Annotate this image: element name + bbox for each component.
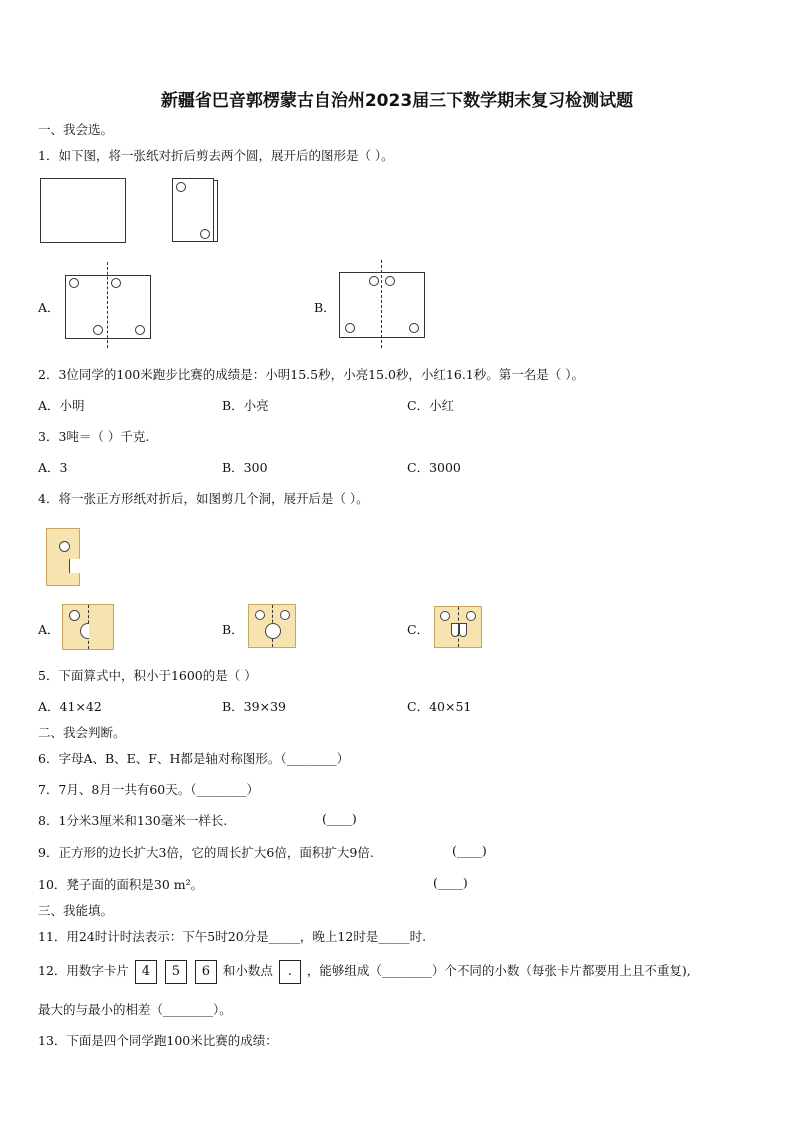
q4-option-a-label: A． xyxy=(38,622,60,637)
question-8: 8．1分米3厘米和130毫米一样长. xyxy=(38,813,228,828)
q12-suffix: ，能够组成（________）个不同的小数（每张卡片都要用上且不重复), xyxy=(306,963,691,978)
question-2: 2．3位同学的100米跑步比赛的成绩是：小明15.5秒，小亮15.0秒，小红16.1秒。第一名是（ ）。 xyxy=(38,367,584,382)
question-12 xyxy=(38,958,691,984)
q4-option-c-figure[interactable] xyxy=(434,606,482,648)
question-9: 9．正方形的边长扩大3倍，它的周长扩大6倍，面积扩大9倍. xyxy=(38,845,374,860)
question-7: 7．7月、8月一共有60天。（________） xyxy=(38,782,260,797)
q2-option-c[interactable]: C．小红 xyxy=(407,398,455,413)
q5-option-b[interactable]: B．39×39 xyxy=(222,699,286,714)
section-heading-3: 三、我能填。 xyxy=(38,903,114,918)
q3-option-a[interactable]: A．3 xyxy=(38,460,68,475)
q8-answer-blank[interactable]: (____) xyxy=(322,811,357,826)
question-4: 4．将一张正方形纸对折后，如图剪几个洞，展开后是（ ）。 xyxy=(38,491,369,506)
decimal-point-card: . xyxy=(279,960,301,984)
question-5: 5．下面算式中，积小于1600的是（ ） xyxy=(38,668,257,683)
question-3: 3．3吨＝（ ）千克. xyxy=(38,429,150,444)
q4-option-b-figure[interactable] xyxy=(248,604,296,648)
question-10: 10．凳子面的面积是30 m²。 xyxy=(38,877,204,892)
q2-option-a[interactable]: A．小明 xyxy=(38,398,85,413)
question-6: 6．字母A、B、E、F、H都是轴对称图形。（________） xyxy=(38,751,350,766)
q1-option-b-figure[interactable] xyxy=(338,260,428,348)
number-card-6: 6 xyxy=(195,960,217,984)
section-heading-2: 二、我会判断。 xyxy=(38,725,126,740)
folded-square-paper-figure xyxy=(46,528,80,586)
question-13: 13．下面是四个同学跑100米比赛的成绩： xyxy=(38,1033,278,1048)
question-1: 1．如下图，将一张纸对折后剪去两个圆，展开后的图形是（ ）。 xyxy=(38,148,394,163)
q4-option-c-label: C． xyxy=(407,622,430,637)
number-card-5: 5 xyxy=(165,960,187,984)
paper-unfolded-figure xyxy=(40,178,126,243)
q1-option-b-label: B． xyxy=(314,300,336,315)
q1-option-a-figure[interactable] xyxy=(64,262,152,348)
q12-mid: 和小数点 xyxy=(222,963,273,978)
q5-option-c[interactable]: C．40×51 xyxy=(407,699,472,714)
q9-answer-blank[interactable]: (____) xyxy=(452,843,487,858)
q2-option-b[interactable]: B．小亮 xyxy=(222,398,269,413)
q4-option-a-figure[interactable] xyxy=(62,604,114,650)
q10-answer-blank[interactable]: (____) xyxy=(433,875,468,890)
question-12-line-2: 最大的与最小的相差（________）。 xyxy=(38,1002,232,1017)
number-card-4: 4 xyxy=(135,960,157,984)
section-heading-1: 一、我会选。 xyxy=(38,122,114,137)
q1-option-a-label: A． xyxy=(38,300,60,315)
paper-folded-figure xyxy=(172,178,218,242)
q3-option-c[interactable]: C．3000 xyxy=(407,460,461,475)
q4-option-b-label: B． xyxy=(222,622,244,637)
q5-option-a[interactable]: A．41×42 xyxy=(38,699,102,714)
q3-option-b[interactable]: B．300 xyxy=(222,460,268,475)
q12-prefix: 12．用数字卡片 xyxy=(38,963,129,978)
question-11: 11．用24时计时法表示：下午5时20分是_____，晚上12时是_____时. xyxy=(38,929,427,944)
page-title: 新疆省巴音郭楞蒙古自治州2023届三下数学期末复习检测试题 xyxy=(160,91,634,111)
